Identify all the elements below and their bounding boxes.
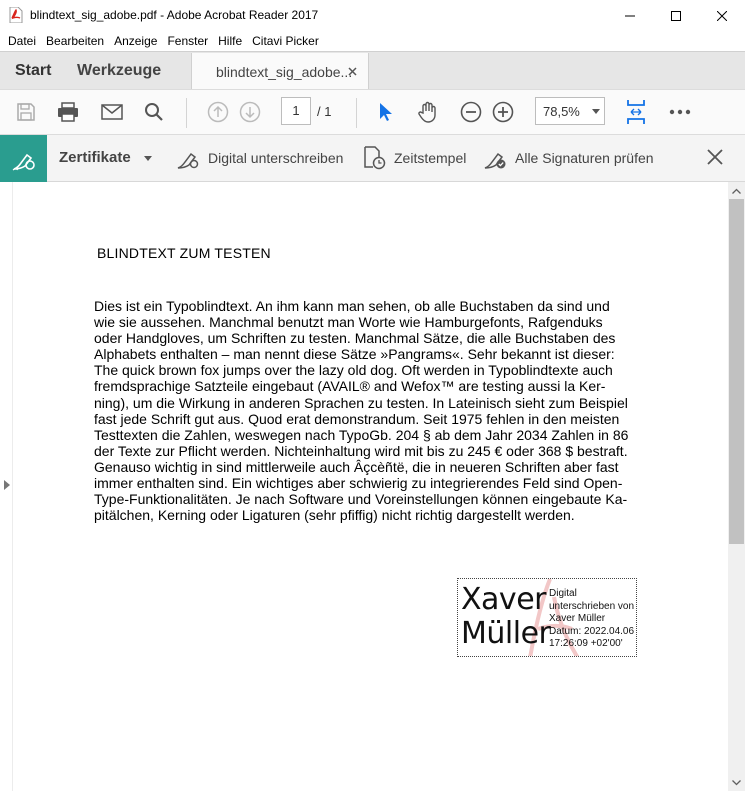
text-line: der Texte zur Pflicht werden. Nichteinhaltung wird mit bis zu 245 € oder 368 $ bestraft. bbox=[94, 442, 628, 459]
toolbar-divider bbox=[356, 98, 357, 128]
page-number-input[interactable]: 1 bbox=[281, 97, 311, 125]
text-line: oder Handgloves, um Schriften zu testen. Manchmal Sätze, die alle Buchstaben des bbox=[94, 330, 616, 347]
chevron-down-icon bbox=[592, 109, 600, 114]
certificates-menu[interactable]: Zertifikate bbox=[59, 149, 131, 166]
left-panel-toggle[interactable] bbox=[0, 182, 13, 791]
scrollbar-thumb[interactable] bbox=[729, 199, 744, 544]
signature-first-name: Xaver bbox=[461, 582, 546, 617]
document-viewport[interactable] bbox=[0, 182, 745, 791]
chevron-right-icon bbox=[4, 480, 10, 490]
verify-all-label: Alle Signaturen prüfen bbox=[515, 150, 654, 166]
menu-bar bbox=[0, 31, 745, 51]
close-toolbar-icon[interactable] bbox=[705, 147, 725, 172]
more-options-icon[interactable] bbox=[667, 99, 693, 125]
zoom-out-icon[interactable] bbox=[458, 99, 484, 125]
menu-citavi-picker[interactable]: Citavi Picker bbox=[252, 34, 319, 48]
text-line: Testtexten die Zahlen, weswegen nach TypoGb. 204 § ab dem Jahr 2034 Zahlen in 86 bbox=[94, 426, 629, 443]
signature-info-line: Datum: 2022.04.06 bbox=[549, 625, 635, 637]
menu-datei[interactable]: Datei bbox=[8, 34, 37, 48]
signature-field[interactable] bbox=[457, 578, 637, 657]
save-icon[interactable] bbox=[13, 99, 39, 125]
text-line: Alphabets enthalten – man nennt diese Sätze »Pangrams«. Sehr bekannt ist dieser: bbox=[94, 346, 615, 363]
previous-page-icon[interactable] bbox=[205, 99, 231, 125]
toolbar-divider bbox=[186, 98, 187, 128]
tabs-bar bbox=[0, 51, 745, 89]
text-line: ning), um die Wirkung in anderen Sprachen zu testen. In Lateinisch sieht zum Beispiel bbox=[94, 394, 628, 411]
tab-document[interactable] bbox=[191, 53, 369, 90]
text-line: fremdsprachige Satzteile eingebaut (AVAIL® and Wefox™ are testing aussi la Ker- bbox=[94, 378, 606, 395]
title-bar bbox=[0, 0, 745, 31]
document-clock-icon bbox=[362, 146, 386, 170]
window-title: blindtext_sig_adobe.pdf - Adobe Acrobat Reader 2017 bbox=[30, 8, 319, 22]
document-heading: BLINDTEXT ZUM TESTEN bbox=[97, 245, 271, 261]
signature-name bbox=[461, 583, 550, 651]
page-total: / 1 bbox=[317, 104, 332, 119]
timestamp-button[interactable] bbox=[362, 145, 466, 171]
tab-tools[interactable]: Werkzeuge bbox=[77, 62, 162, 79]
vertical-scrollbar[interactable] bbox=[728, 182, 745, 791]
toolbar bbox=[0, 89, 745, 135]
text-line: fast jede Schrift gut aus. Quod erat demonstrandum. Seit 1975 fehlen in den meisten bbox=[94, 410, 620, 427]
signature-details bbox=[549, 588, 634, 651]
search-icon[interactable] bbox=[141, 99, 167, 125]
signature-info-line: Xaver Müller bbox=[549, 613, 606, 625]
text-line: Genauso wichtig in sind mittlerweile auch Âçcèñtë, die in neueren Schriften aber fast bbox=[94, 458, 619, 475]
pen-sign-icon bbox=[176, 146, 200, 170]
close-tab-icon[interactable] bbox=[348, 63, 357, 81]
digital-sign-button[interactable] bbox=[176, 145, 343, 171]
minimize-button[interactable] bbox=[607, 0, 653, 31]
zoom-in-icon[interactable] bbox=[490, 99, 516, 125]
certificates-toolbar bbox=[0, 135, 745, 182]
document-body-text bbox=[94, 298, 654, 523]
menu-bearbeiten[interactable]: Bearbeiten bbox=[46, 34, 105, 48]
text-line: The quick brown fox jumps over the lazy old dog. Oft werden in Typoblindtexte auch bbox=[94, 362, 613, 379]
tab-document-label: blindtext_sig_adobe... bbox=[216, 64, 353, 80]
pdf-file-icon bbox=[9, 7, 23, 23]
fit-page-icon[interactable] bbox=[623, 99, 649, 125]
scroll-up-arrow-icon[interactable] bbox=[728, 182, 745, 199]
text-line: wie sie aussehen. Manchmal benutzt man Worte wie Hamburgefonts, Rafgenduks bbox=[94, 314, 603, 331]
signature-info-line: unterschrieben von bbox=[549, 600, 635, 612]
print-icon[interactable] bbox=[55, 99, 81, 125]
pen-check-icon bbox=[483, 146, 507, 170]
tab-start[interactable]: Start bbox=[15, 62, 52, 79]
digital-sign-label: Digital unterschreiben bbox=[208, 150, 344, 166]
signature-info-line: 17:26:09 +02'00' bbox=[549, 638, 623, 650]
hand-tool-icon[interactable] bbox=[415, 99, 441, 125]
certificates-tool-icon[interactable] bbox=[0, 135, 47, 182]
zoom-level-value: 78,5% bbox=[543, 104, 580, 119]
menu-hilfe[interactable]: Hilfe bbox=[218, 34, 243, 48]
text-line: Dies ist ein Typoblindtext. An ihm kann man sehen, ob alle Buchstaben da sind und bbox=[94, 298, 610, 314]
text-line: pitälchen, Kerning oder Ligaturen (sehr pfiffig) nicht richtig dargestellt werden. bbox=[94, 507, 575, 524]
menu-fenster[interactable]: Fenster bbox=[167, 34, 209, 48]
scroll-down-arrow-icon[interactable] bbox=[728, 774, 745, 791]
zoom-level-dropdown[interactable] bbox=[535, 97, 605, 125]
chevron-down-icon bbox=[144, 156, 152, 161]
next-page-icon[interactable] bbox=[237, 99, 263, 125]
verify-all-signatures-button[interactable] bbox=[483, 145, 654, 171]
maximize-button[interactable] bbox=[653, 0, 699, 31]
signature-info-line: Digital bbox=[549, 588, 577, 599]
text-line: immer enthalten sind. Ein wichtiges aber schwierig zu integrierendes Feld sind Open- bbox=[94, 475, 623, 492]
timestamp-label: Zeitstempel bbox=[394, 150, 467, 166]
signature-last-name: Müller bbox=[461, 616, 551, 651]
menu-anzeige[interactable]: Anzeige bbox=[114, 34, 158, 48]
email-icon[interactable] bbox=[99, 99, 125, 125]
select-pointer-icon[interactable] bbox=[372, 99, 398, 125]
text-line: Type-Funktionalitäten. Je nach Software und Voreinstellungen können eingebaute Ka- bbox=[94, 491, 628, 508]
close-window-button[interactable] bbox=[699, 0, 745, 31]
